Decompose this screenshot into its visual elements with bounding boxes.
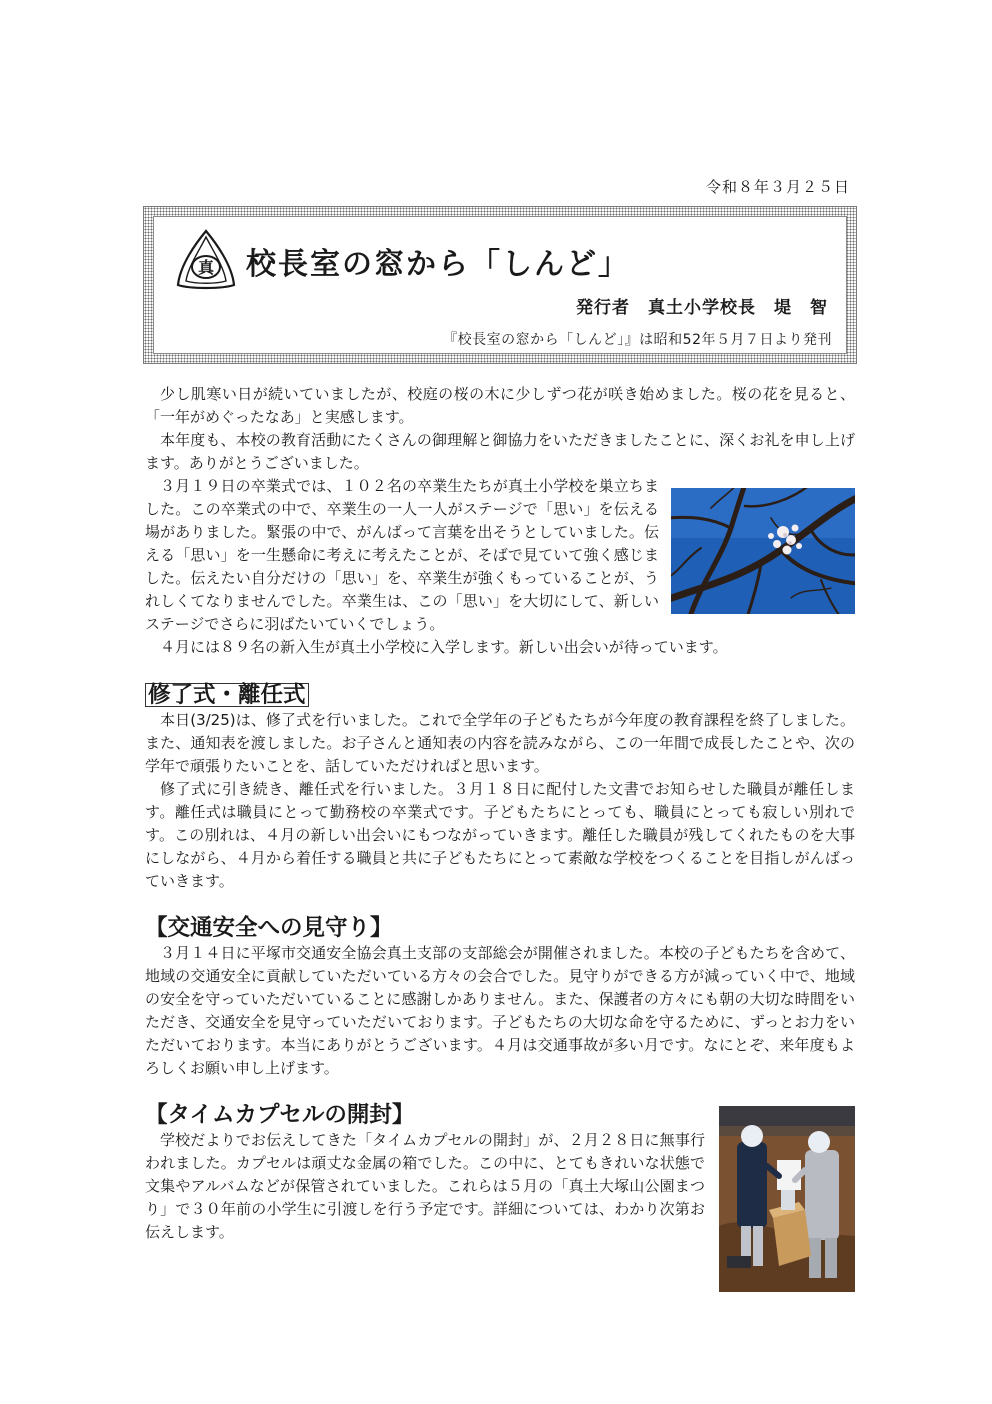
section-heading-traffic-safety: 【交通安全への見守り】 [145,915,393,941]
intro-paragraph-1: 少し肌寒い日が続いていましたが、校庭の桜の木に少しずつ花が咲き始めました。桜の花を見ると、「一年がめぐったなあ」と実感します。 [145,385,855,426]
publication-history: 『校長室の窓から「しんど」』は昭和52年５月７日より発刊 [443,332,832,348]
newsletter-body [145,383,855,1296]
ceremony-paragraph-1: 本日(3/25)は、修了式を行いました。これで全学年の子どもたちが今年度の教育課程を終了しました。また、通知表を渡しました。お子さんと通知表の内容を読みながら、この一年間で成長したことや、次の学年で頑張りたいことを、話していただければと思います。 [145,711,855,775]
traffic-safety-paragraph: ３月１４日に平塚市交通安全協会真土支部の支部総会が開催されました。本校の子どもたちを含めて、地域の交通安全に貢献していただいている方々の会合でした。見守りができる方が減っていく中で、地域の安全を守っていただいていることに感謝しかありません。また、保護者の方々にも朝の大切な時間をいただき、交通安全を見守っていただいております。子どもたちの大切な命を守るために、ずっとお力をいただいております。本当にありがとうございます。４月は交通事故が多い月です。なにとぞ、来年度もよろしくお願い申し上げます。 [145,944,855,1077]
time-capsule-photo [719,1106,855,1292]
time-capsule-paragraph: 学校だよりでお伝えしてきた「タイムカプセルの開封」が、２月２８日に無事行われました。カプセルは頑丈な金属の箱でした。この中に、とてもきれいな状態で文集やアルバムなどが保管されていました。これらは５月の「真土大塚山公園まつり」で３０年前の小学生に引渡しを行う予定です。詳細については、わかり次第お伝えします。 [145,1131,705,1241]
intro-paragraph-2: 本年度も、本校の教育活動にたくさんの御理解と御協力をいただきましたことに、深くお礼を申し上げます。ありがとうございました。 [145,431,855,472]
ceremony-paragraph-2: 修了式に引き続き、離任式を行いました。３月１８日に配付した文書でお知らせした職員が離任します。離任式は職員にとって勤務校の卒業式です。子どもたちにとっても、職員にとっても寂しい別れです。この別れは、４月の新しい出会いにもつながっていきます。離任した職員が残してくれたものを大事にしながら、４月から着任する職員と共に子どもたちにとって素敵な学校をつくることを目指しがんばっていきます。 [145,780,855,890]
intro-paragraph-3: ３月１９日の卒業式では、１０２名の卒業生たちが真土小学校を巣立ちました。この卒業式の中で、卒業生の一人一人がステージで「思い」を伝える場がありました。緊張の中で、がんばって言葉を出そうとしていました。伝える「思い」を一生懸命に考えに考えたことが、そばで見ていて強く感じました。伝えたい自分だけの「思い」を、卒業生が強くもっていることが、うれしくてなりませんでした。卒業生は、この「思い」を大切にして、新しいステージでさらに羽ばたいていくでしょう。 [145,477,659,633]
intro-paragraph-4: ４月には８９名の新入生が真土小学校に入学します。新しい出会いが待っています。 [160,638,728,656]
issue-date: 令和８年３月２５日 [705,178,850,196]
cherry-blossom-photo [671,488,855,614]
masthead-inner [153,216,847,354]
section-traffic-safety [145,917,855,1080]
section-heading-ceremony: 修了式・離任式 [145,683,309,707]
masthead-box [143,206,857,364]
school-emblem-icon [176,229,236,291]
emblem-character: 真 [197,258,215,277]
section-ceremony [145,683,855,893]
publisher-line: 発行者 真土小学校長 堤 智 [576,298,828,318]
newsletter-title: 校長室の窓から「しんど」 [246,247,630,282]
section-time-capsule [145,1104,855,1244]
section-heading-time-capsule: 【タイムカプセルの開封】 [145,1102,415,1128]
